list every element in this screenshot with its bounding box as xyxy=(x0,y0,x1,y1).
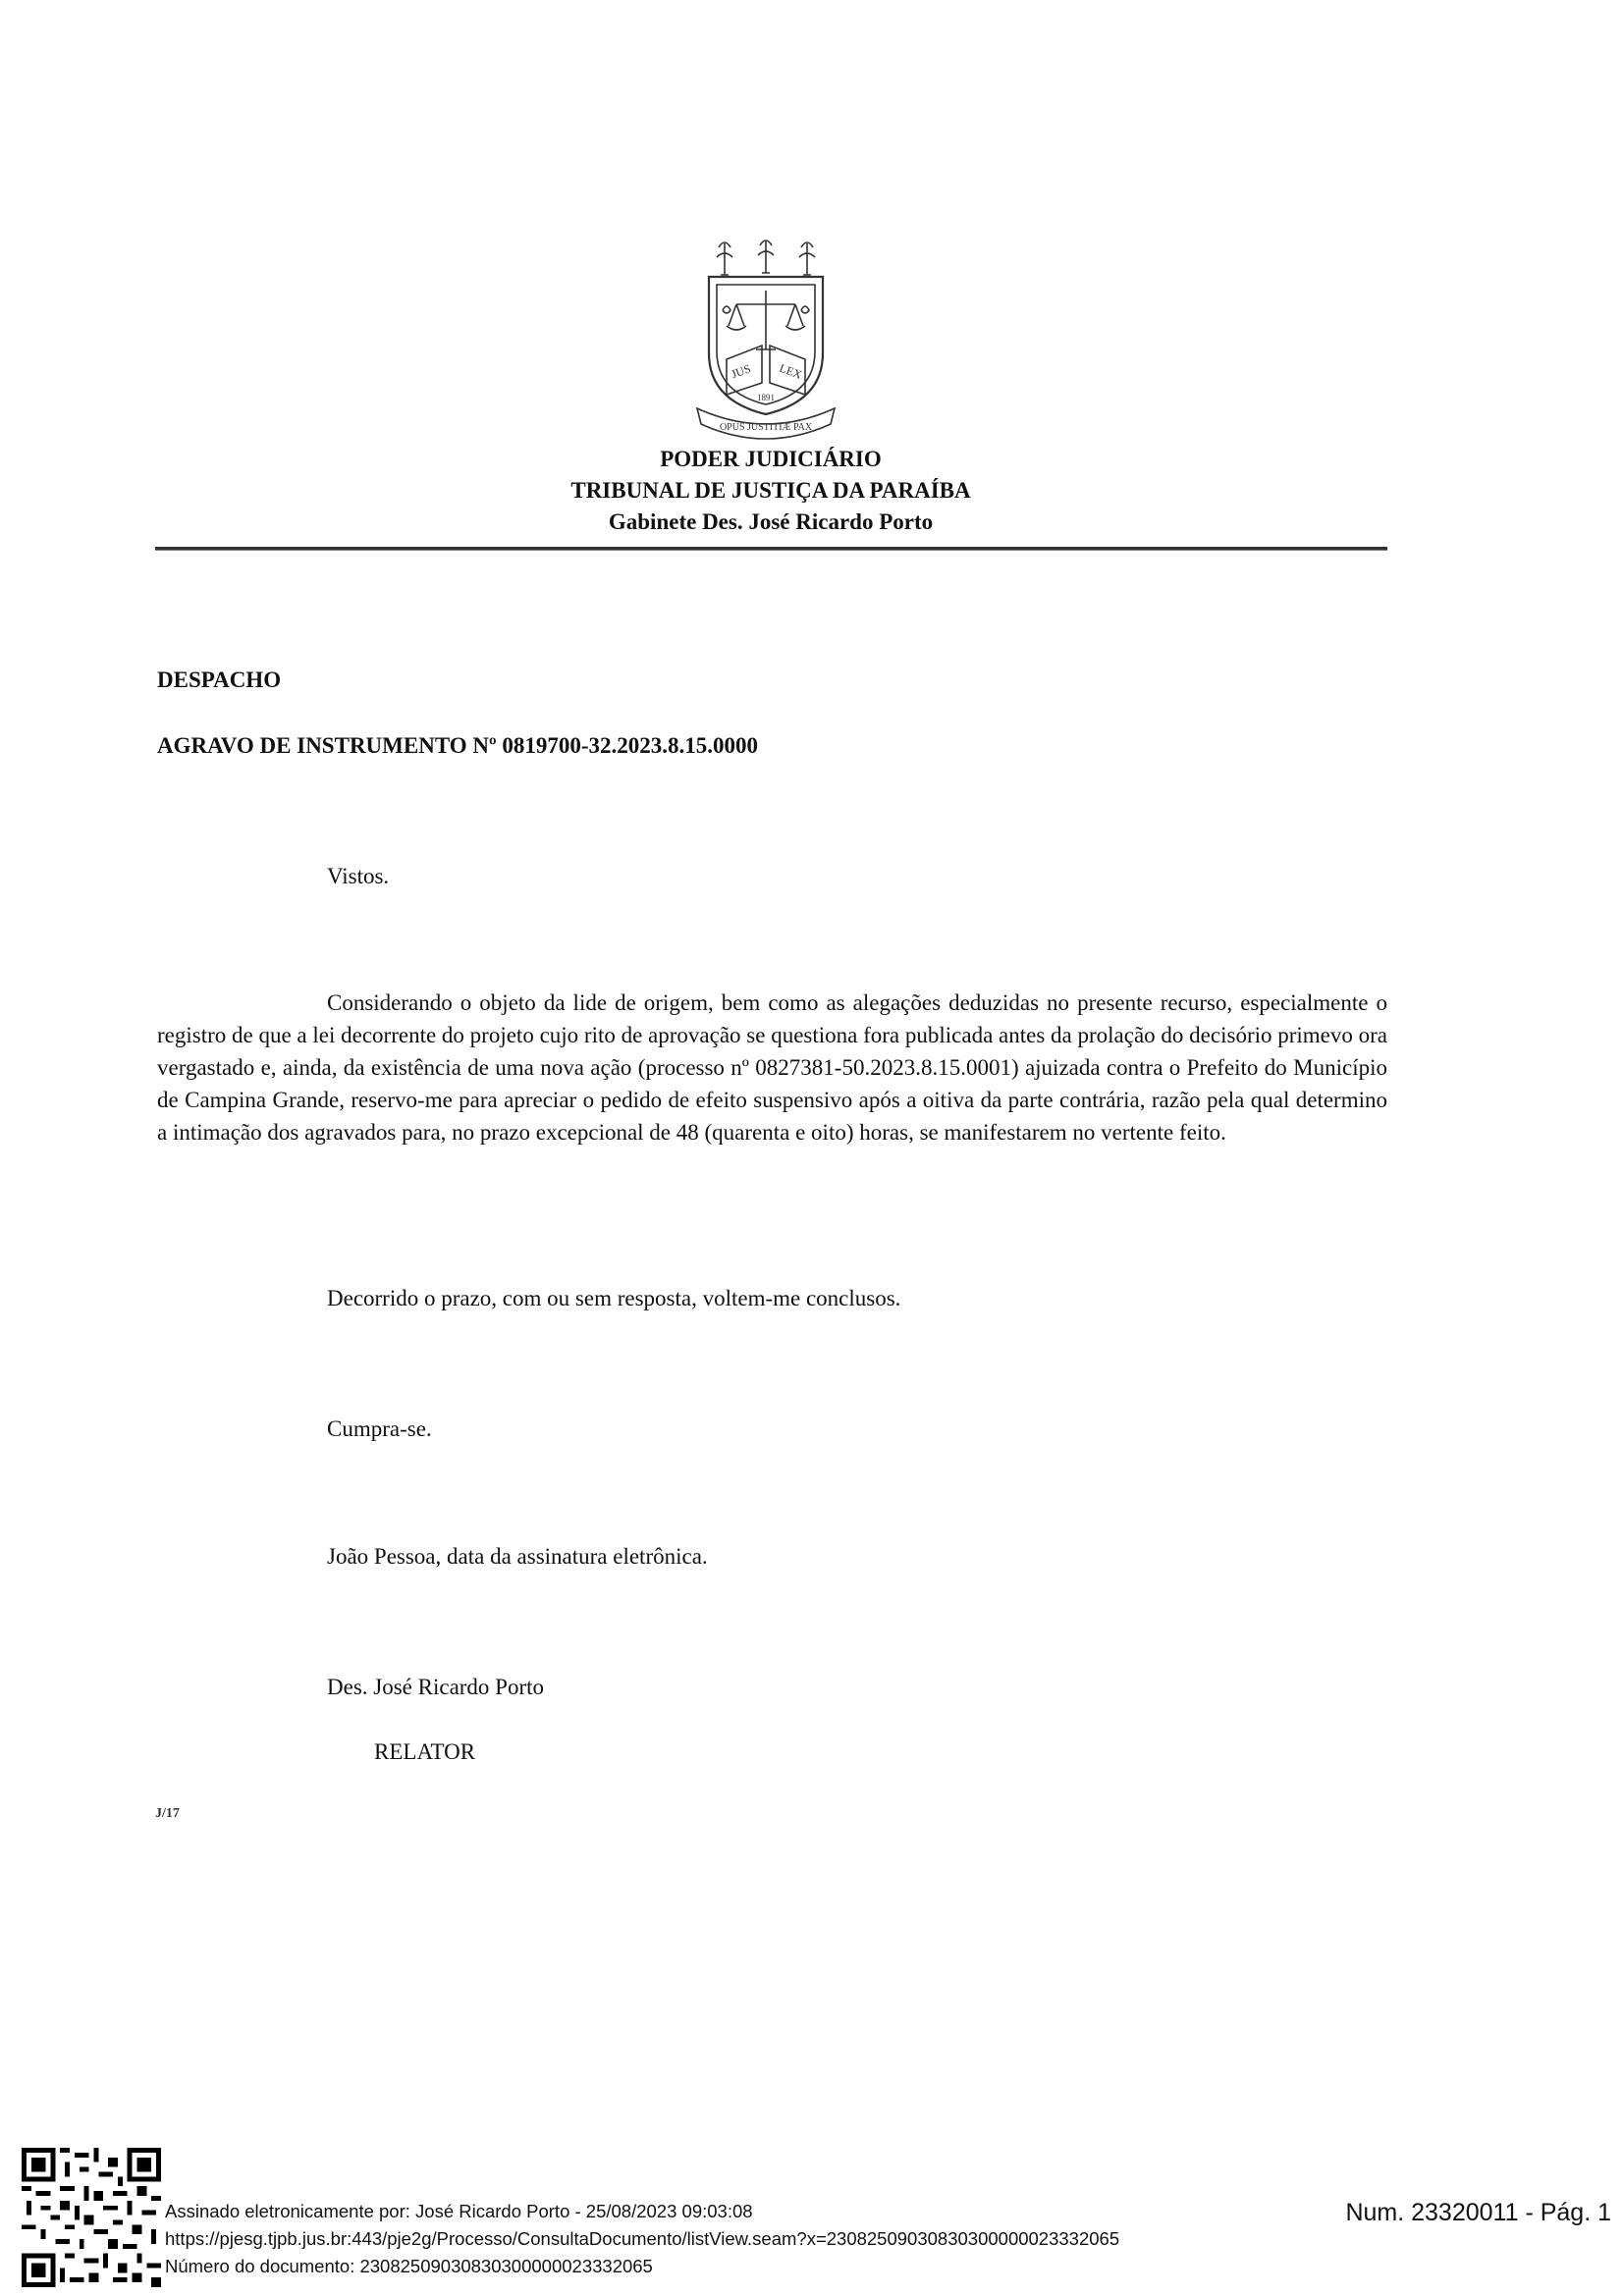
place-date: João Pessoa, data da assinatura eletrônica. xyxy=(327,1544,708,1569)
header-court: TRIBUNAL DE JUSTIÇA DA PARAÍBA xyxy=(570,478,971,503)
header-divider xyxy=(155,547,1387,551)
signer-name: Des. José Ricardo Porto xyxy=(327,1675,545,1699)
header-institution: PODER JUDICIÁRIO xyxy=(660,447,882,471)
qr-code-icon xyxy=(22,2148,161,2287)
crest-left-book-text: JUS xyxy=(729,361,753,382)
court-crest-icon xyxy=(687,236,844,442)
footer-signature: Assinado eletronicamente por: José Ricardo Porto - 25/08/2023 09:03:08 xyxy=(165,2201,753,2221)
header-office: Gabinete Des. José Ricardo Porto xyxy=(608,509,934,534)
crest-right-book-text: LEX xyxy=(778,360,804,382)
footer-url[interactable]: https://pjesg.tjpb.jus.br:443/pje2g/Processo/ConsultaDocumento/listView.seam?x=23082509030830300000023332065 xyxy=(165,2228,1120,2249)
crest-year-text: 1891 xyxy=(757,393,775,402)
greeting: Vistos. xyxy=(327,864,390,888)
crest-motto-text: OPUS JUSTITIÆ PAX xyxy=(719,422,813,433)
footer-page-number: Num. 23320011 - Pág. 1 xyxy=(1345,2199,1611,2226)
main-paragraph: Considerando o objeto da lide de origem, bem como as alegações deduzidas no presente recurso, especialmente o registro de que a lei decorrente do projeto cujo rito de aprovação se questiona fora publicada antes da prolação do decisório primevo ora vergastado e, ainda, da existência de uma nova ação (processo nº 0827381-50.2023.8.15.0001) ajuizada contra o Prefeito do Município de Campina Grande, reservo-me para apreciar o pedido de efeito suspensivo após a oitiva da parte contrária, razão pela qual determino a intimação dos agravados para, no prazo excepcional de 48 (quarenta e oito) horas, se manifestarem no vertente feito. xyxy=(157,990,1388,1145)
footer-document-number: Número do documento: 23082509030830300000023332065 xyxy=(165,2256,653,2276)
signer-role: RELATOR xyxy=(374,1739,476,1764)
document-type: DESPACHO xyxy=(157,667,282,692)
document-initials: J/17 xyxy=(155,1806,180,1821)
paragraph-comply: Cumpra-se. xyxy=(327,1416,432,1441)
paragraph-deadline: Decorrido o prazo, com ou sem resposta, voltem-me conclusos. xyxy=(327,1286,901,1310)
case-number: AGRAVO DE INSTRUMENTO Nº 0819700-32.2023.8.15.0000 xyxy=(157,733,758,758)
